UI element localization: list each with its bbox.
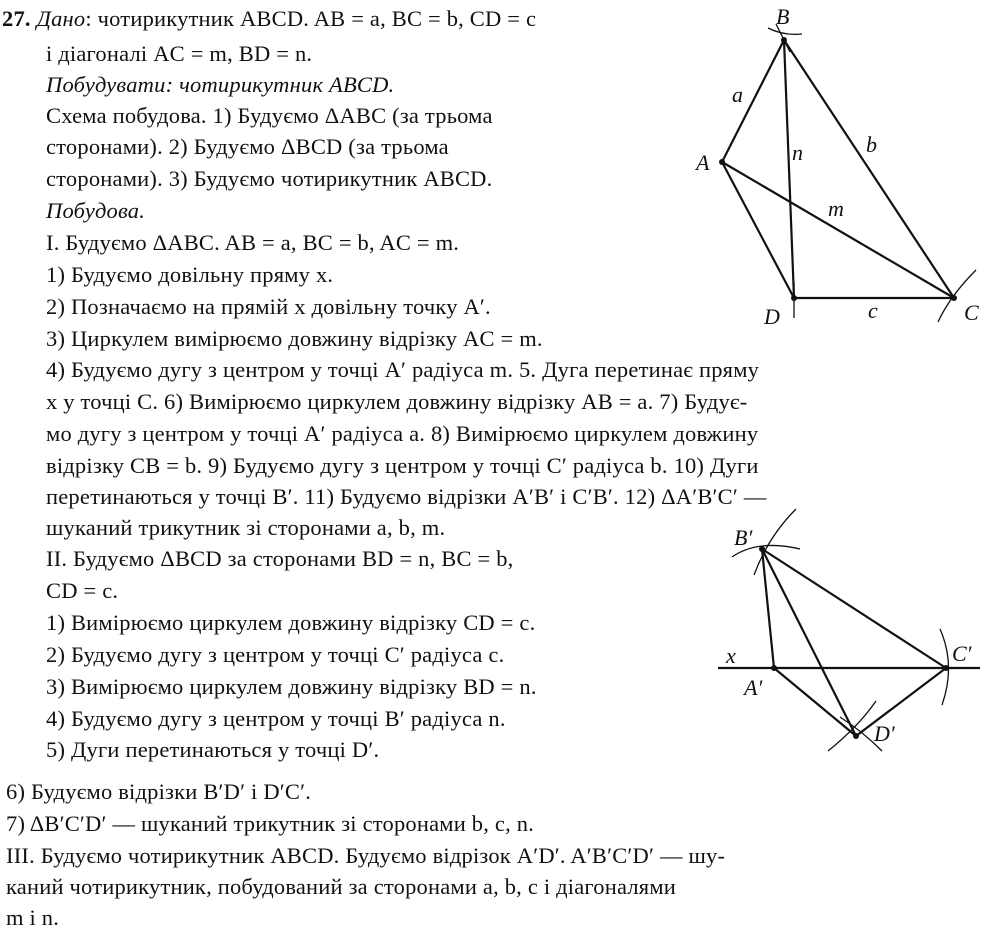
label-m: m [828,196,844,221]
text-line-20: 2) Будуємо дугу з центром у точці C′ радіуса c. [46,642,505,667]
text-line-4: сторонами). 2) Будуємо ΔBCD (за трьома [46,134,449,159]
problem-header-line [2,4,536,34]
text-line-15: перетинаються у точці B′. 11) Будуємо відрізки A′B′ і C′B′. 12) ΔA′B′C′ — [46,484,767,509]
point-D [791,295,797,301]
text-line-24: 6) Будуємо відрізки B′D′ і D′C′. [6,779,312,804]
text-line-0: : чотирикутник ABCD. AB = a, BC = b, CD = c [85,6,537,31]
segment-B1C1 [762,549,946,668]
text-line-16: шуканий трикутник зі сторонами a, b, m. [46,515,446,540]
text-line-11: 4) Будуємо дугу з центром у точці A′ радіуса m. 5. Дуга перетинає пряму [46,357,760,382]
label-D: D [764,304,780,329]
problem-number: 27. [2,6,31,31]
text-line-17: II. Будуємо ΔBCD за сторонами BD = n, BC = b, [46,546,514,571]
point-C [951,295,957,301]
point-A [719,159,725,165]
label-D1: D′ [874,721,895,746]
label-a: a [732,82,743,107]
label-A1: A′ [744,675,763,700]
segment-A1D1 [774,668,856,736]
quadrilateral-figure [680,0,985,345]
text-line-13: мо дугу з центром у точці A′ радіуса a. 8) Вимірюємо циркулем довжину [46,421,759,446]
point-A1 [771,665,777,671]
label-C: C [964,300,979,325]
label-B: B [776,4,790,29]
label-A: A [696,150,710,175]
construction-figure [718,505,985,755]
segment-C1D1 [856,668,946,736]
text-line-18: CD = c. [46,578,119,603]
text-line-6: Побудова. [46,198,146,223]
arc-near-B1-2 [754,509,796,575]
label-c: c [868,298,878,323]
text-line-5: сторонами). 3) Будуємо чотирикутник ABCD. [46,166,493,191]
text-line-9: 2) Позначаємо на прямій x довільну точку A′. [46,294,491,319]
point-B [781,37,787,43]
segment-B1D1 [762,549,856,736]
label-n: n [792,140,803,165]
text-line-28: m і n. [6,905,60,930]
text-line-26: III. Будуємо чотирикутник ABCD. Будуємо відрізок A′D′. A′B′C′D′ — шу- [6,843,726,868]
label-x: x [726,643,736,668]
text-line-1: і діагоналі AC = m, BD = n. [46,41,313,66]
segment-BC [784,40,954,298]
text-line-27: каний чотирикутник, побудований за сторонами a, b, c і діагоналями [6,874,677,899]
text-line-8: 1) Будуємо довільну пряму x. [46,262,334,287]
text-line-2: Побудувати: чотирикутник ABCD. [46,72,395,97]
text-line-22: 4) Будуємо дугу з центром у точці B′ радіуса n. [46,706,506,731]
label-b: b [866,132,877,157]
text-line-14: відрізку CB = b. 9) Будуємо дугу з центром у точці C′ радіуса b. 10) Дуги [46,453,759,478]
text-line-19: 1) Вимірюємо циркулем довжину відрізку CD = c. [46,610,536,635]
label-C1: C′ [952,641,972,666]
given-label: Дано [36,6,86,31]
label-B1: B′ [734,525,753,550]
text-line-25: 7) ΔB′C′D′ — шуканий трикутник зі сторонами b, c, n. [6,811,534,836]
text-line-7: I. Будуємо ΔABC. AB = a, BC = b, AC = m. [46,230,460,255]
point-C1 [943,665,949,671]
point-D1 [853,733,859,739]
text-line-21: 3) Вимірюємо циркулем довжину відрізку BD = n. [46,674,537,699]
text-line-23: 5) Дуги перетинаються у точці D′. [46,737,380,762]
diagonal-BD [784,40,794,298]
text-line-10: 3) Циркулем вимірюємо довжину відрізку AC = m. [46,326,543,351]
point-B1 [759,546,765,552]
text-line-12: x у точці C. 6) Вимірюємо циркулем довжину відрізку AB = a. 7) Будує- [46,389,748,414]
text-line-3: Схема побудова. 1) Будуємо ΔABC (за трьома [46,103,493,128]
